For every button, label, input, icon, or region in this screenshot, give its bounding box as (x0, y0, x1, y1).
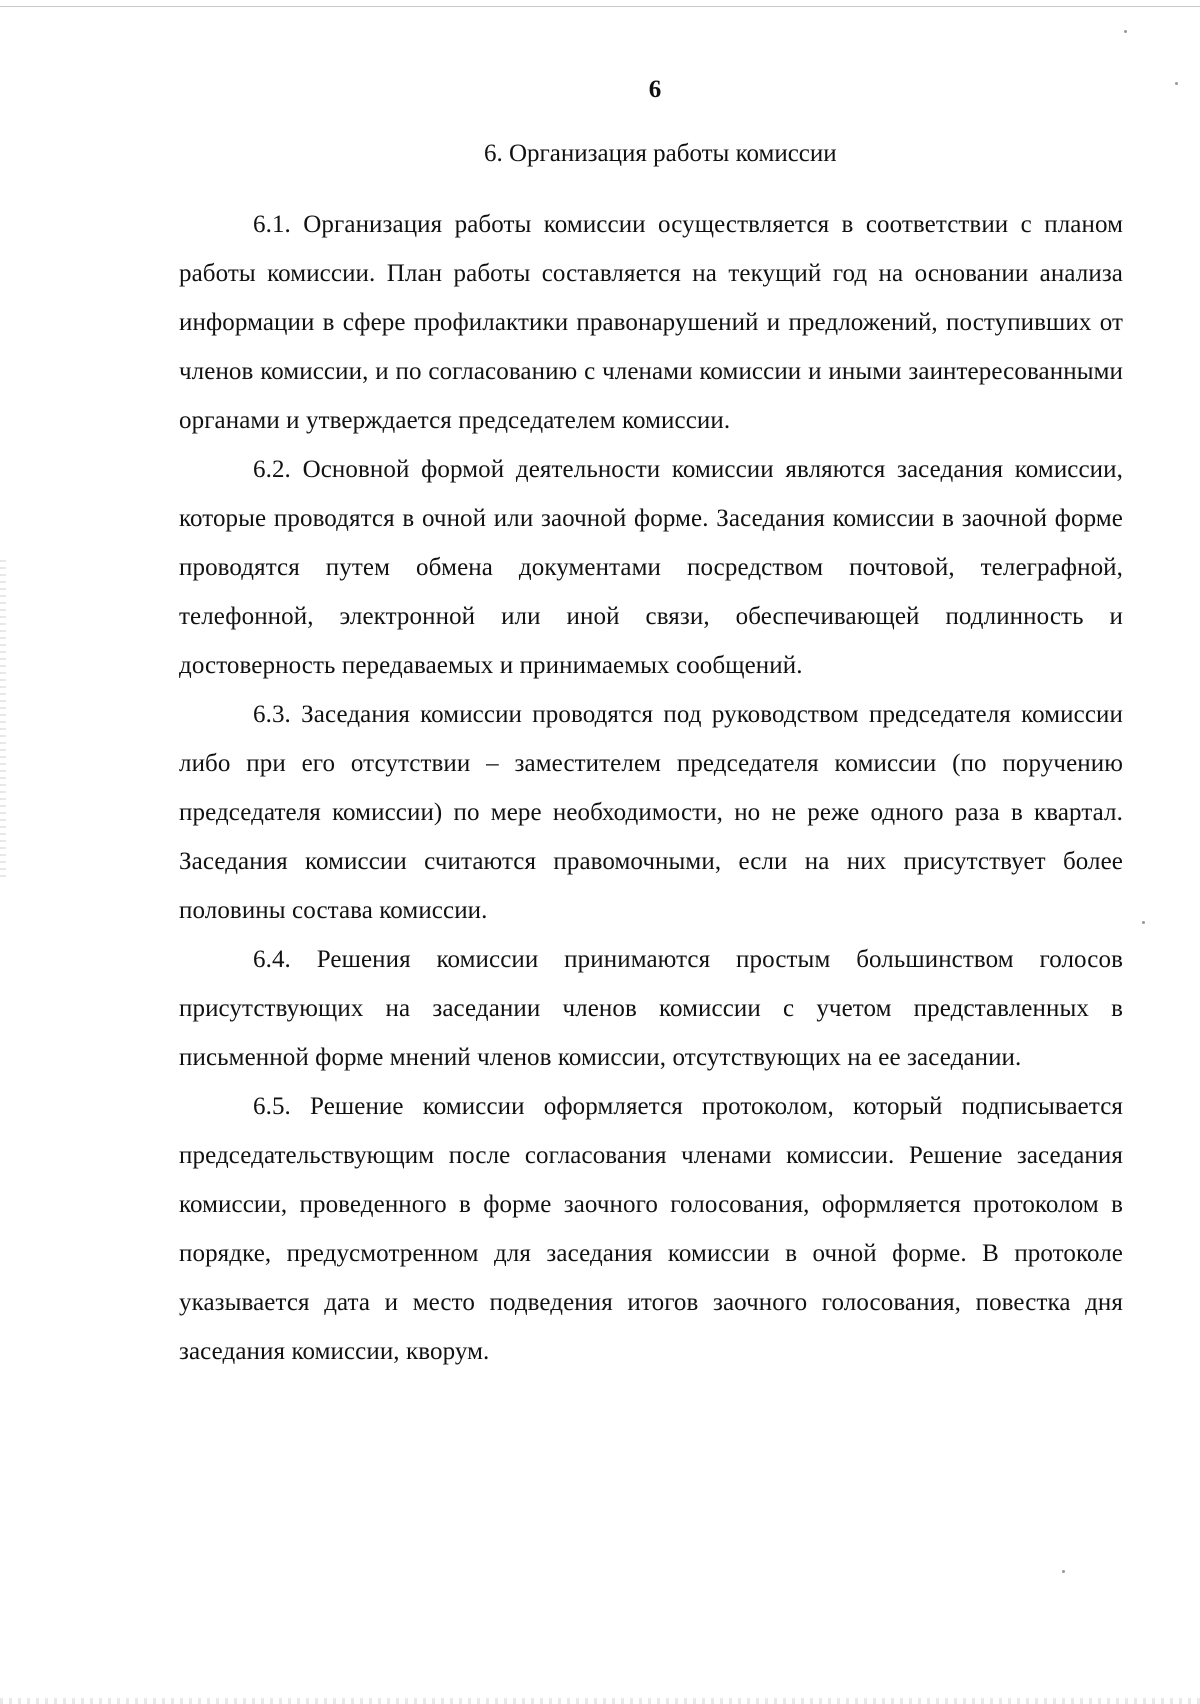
paragraph-6-3: 6.3. Заседания комиссии проводятся под руководством председателя комиссии либо при его отсутствии – заместителем председателя комиссии (по поручению председателя комиссии) по мере необходимости, но не реже одного раза в квартал. Заседания комиссии считаются правомочными, если на них присутствует более половины состава комиссии. (179, 701, 1123, 924)
scan-bottom-edge-noise (0, 1698, 1200, 1704)
paragraph-6-5: 6.5. Решение комиссии оформляется протоколом, который подписывается председательствующим после согласования членами комиссии. Решение заседания комиссии, проведенного в форме заочного голосования, оформляется протоколом в порядке, предусмотренном для заседания комиссии в очной форме. В протоколе указывается дата и место подведения итогов заочного голосования, повестка дня заседания комиссии, кворум. (179, 1093, 1123, 1365)
paragraph-6-2: 6.2. Основной формой деятельности комиссии являются заседания комиссии, которые проводятся в очной или заочной форме. Заседания комиссии в заочной форме проводятся путем обмена документами посредством почтовой, телеграфной, телефонной, электронной или иной связи, обеспечивающей подлинность и достоверность передаваемых и принимаемых сообщений. (179, 456, 1123, 679)
scan-left-edge-noise (0, 560, 6, 880)
page-number: 6 (648, 76, 662, 103)
document-body (179, 200, 1123, 1376)
section-title: 6. Организация работы комиссии (484, 140, 837, 167)
scan-speck (1124, 30, 1127, 33)
paragraph-6-1: 6.1. Организация работы комиссии осуществляется в соответствии с планом работы комиссии. План работы составляется на текущий год на основании анализа информации в сфере профилактики правонарушений и предложений, поступивших от членов комиссии, и по согласованию с членами комиссии и иными заинтересованными органами и утверждается председателем комиссии. (179, 211, 1123, 434)
scan-speck (1062, 1570, 1065, 1573)
scan-speck (1142, 921, 1145, 924)
scan-top-edge (0, 6, 1200, 7)
paragraph-6-4: 6.4. Решения комиссии принимаются простым большинством голосов присутствующих на заседании членов комиссии с учетом представленных в письменной форме мнений членов комиссии, отсутствующих на ее заседании. (179, 946, 1123, 1071)
